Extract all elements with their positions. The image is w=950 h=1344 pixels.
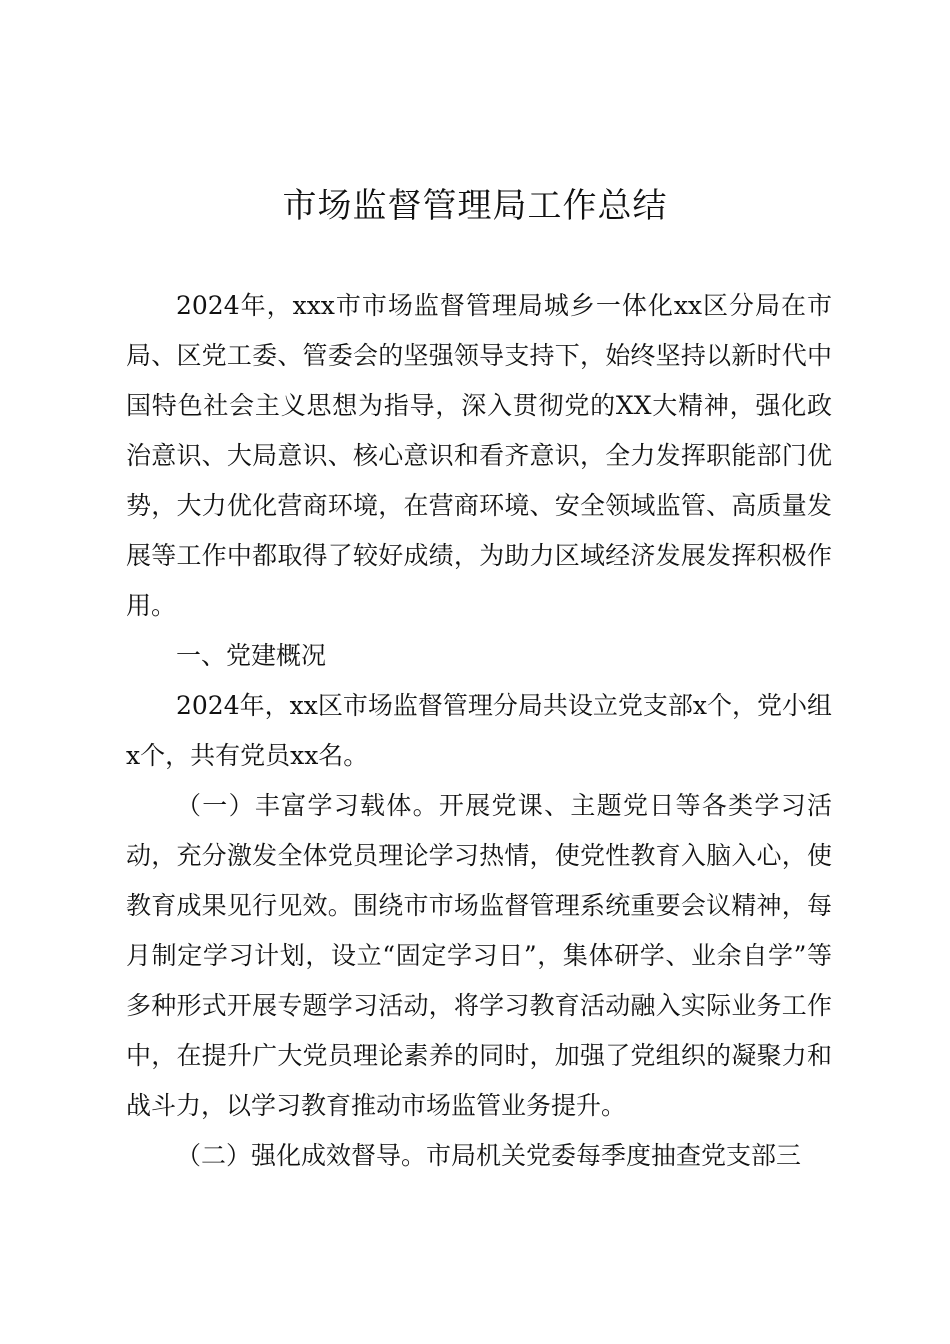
document-title: 市场监督管理局工作总结 <box>282 186 668 226</box>
section-heading-party-building: 一、党建概况 <box>176 641 327 670</box>
paragraph-party-overview: 2024年，xx区市场监督管理分局共设立党支部x个，党小组x个，共有党员xx名。 <box>126 691 832 770</box>
paragraph-study-carrier: （一）丰富学习载体。开展党课、主题党日等各类学习活动，充分激发全体党员理论学习热情，使党性教育入脑入心，使教育成果见行见效。围绕市市场监督管理系统重要会议精神，每月制定学习计划，设立“固定学习日”，集体研学、业余自学”等多种形式开展专题学习活动，将学习教育活动融入实际业务工作中，在提升广大党员理论素养的同时，加强了党组织的凝聚力和战斗力，以学习教育推动市场监管业务提升。 <box>126 791 832 1120</box>
paragraph-intro: 2024年，xxx市市场监督管理局城乡一体化xx区分局在市局、区党工委、管委会的坚强领导支持下，始终坚持以新时代中国特色社会主义思想为指导，深入贯彻党的XX大精神，强化政治意识、大局意识、核心意识和看齐意识，全力发挥职能部门优势，大力优化营商环境，在营商环境、安全领域监管、高质量发展等工作中都取得了较好成绩，为助力区域经济发展发挥积极作用。 <box>126 291 832 620</box>
document-body <box>126 281 832 1181</box>
paragraph-supervision: （二）强化成效督导。市局机关党委每季度抽查党支部三 <box>176 1141 802 1170</box>
